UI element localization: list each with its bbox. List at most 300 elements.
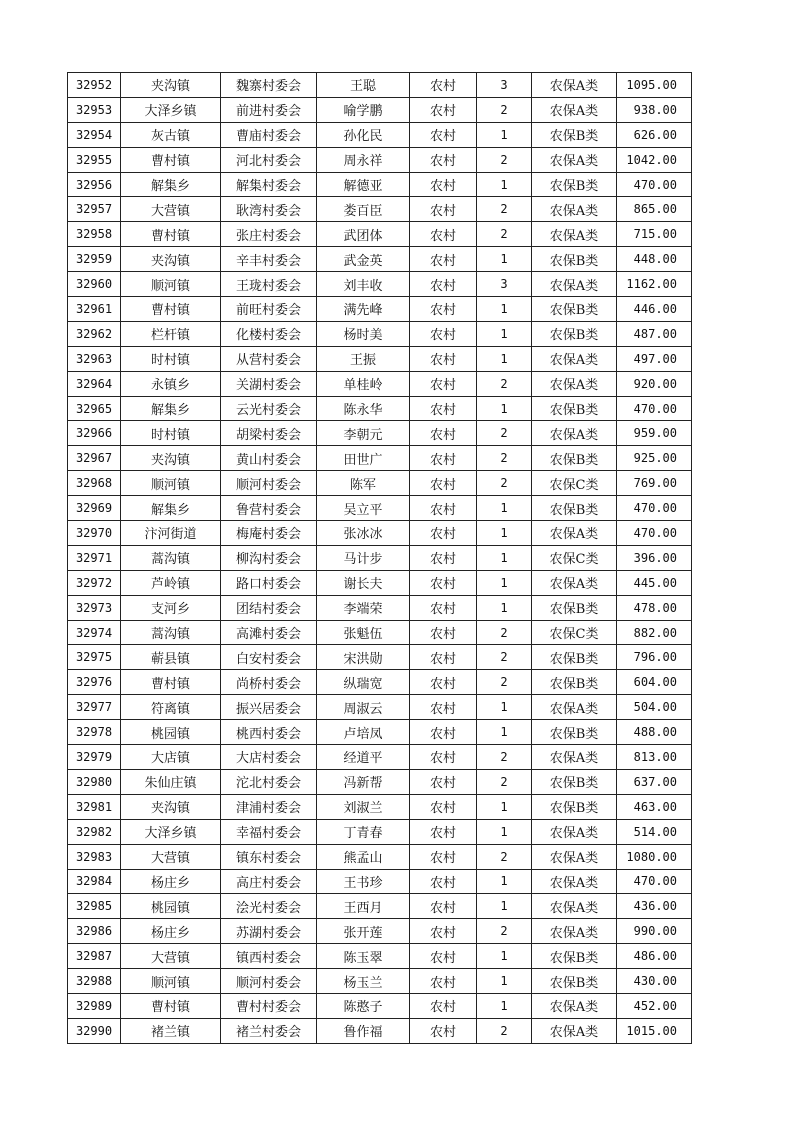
household-count-cell: 3 (477, 272, 532, 297)
town-cell: 夹沟镇 (121, 794, 221, 819)
area-type-cell: 农村 (410, 969, 477, 994)
record-id-cell: 32981 (68, 794, 121, 819)
committee-cell: 黄山村委会 (221, 446, 317, 471)
insurance-class-cell: 农保A类 (532, 869, 617, 894)
town-cell: 栏杆镇 (121, 321, 221, 346)
committee-cell: 路口村委会 (221, 570, 317, 595)
town-cell: 曹村镇 (121, 297, 221, 322)
town-cell: 蒿沟镇 (121, 620, 221, 645)
person-name-cell: 李朝元 (317, 421, 410, 446)
table-row (68, 645, 692, 670)
table-row (68, 545, 692, 570)
record-id-cell: 32986 (68, 919, 121, 944)
town-cell: 永镇乡 (121, 371, 221, 396)
town-cell: 解集乡 (121, 496, 221, 521)
household-count-cell: 2 (477, 222, 532, 247)
household-count-cell: 2 (477, 371, 532, 396)
table-row (68, 969, 692, 994)
table-row (68, 197, 692, 222)
area-type-cell: 农村 (410, 122, 477, 147)
household-count-cell: 1 (477, 346, 532, 371)
record-id-cell: 32960 (68, 272, 121, 297)
record-id-cell: 32988 (68, 969, 121, 994)
insurance-class-cell: 农保B类 (532, 297, 617, 322)
town-cell: 解集乡 (121, 172, 221, 197)
committee-cell: 津浦村委会 (221, 794, 317, 819)
table-row (68, 819, 692, 844)
table-row (68, 769, 692, 794)
insurance-class-cell: 农保A类 (532, 222, 617, 247)
insurance-class-cell: 农保A类 (532, 993, 617, 1018)
committee-cell: 化楼村委会 (221, 321, 317, 346)
household-count-cell: 1 (477, 869, 532, 894)
insurance-class-cell: 农保A类 (532, 894, 617, 919)
committee-cell: 浍光村委会 (221, 894, 317, 919)
record-id-cell: 32987 (68, 944, 121, 969)
insurance-class-cell: 农保B类 (532, 496, 617, 521)
record-id-cell: 32968 (68, 471, 121, 496)
town-cell: 大店镇 (121, 745, 221, 770)
record-id-cell: 32983 (68, 844, 121, 869)
town-cell: 曹村镇 (121, 222, 221, 247)
area-type-cell: 农村 (410, 197, 477, 222)
table-row (68, 844, 692, 869)
committee-cell: 尚桥村委会 (221, 670, 317, 695)
household-count-cell: 1 (477, 794, 532, 819)
area-type-cell: 农村 (410, 421, 477, 446)
amount-cell: 486.00 (617, 944, 692, 969)
record-id-cell: 32971 (68, 545, 121, 570)
insurance-class-cell: 农保C类 (532, 620, 617, 645)
committee-cell: 苏湖村委会 (221, 919, 317, 944)
record-id-cell: 32962 (68, 321, 121, 346)
table-row (68, 122, 692, 147)
person-name-cell: 王书珍 (317, 869, 410, 894)
committee-cell: 魏寨村委会 (221, 73, 317, 98)
person-name-cell: 宋洪勋 (317, 645, 410, 670)
insurance-class-cell: 农保B类 (532, 122, 617, 147)
committee-cell: 张庄村委会 (221, 222, 317, 247)
record-id-cell: 32955 (68, 147, 121, 172)
record-id-cell: 32974 (68, 620, 121, 645)
insurance-class-cell: 农保B类 (532, 321, 617, 346)
person-name-cell: 武金英 (317, 247, 410, 272)
committee-cell: 桃西村委会 (221, 720, 317, 745)
record-id-cell: 32976 (68, 670, 121, 695)
committee-cell: 王珑村委会 (221, 272, 317, 297)
town-cell: 曹村镇 (121, 993, 221, 1018)
relief-roster-table (67, 72, 692, 1044)
amount-cell: 452.00 (617, 993, 692, 1018)
household-count-cell: 1 (477, 695, 532, 720)
area-type-cell: 农村 (410, 147, 477, 172)
record-id-cell: 32982 (68, 819, 121, 844)
town-cell: 顺河镇 (121, 969, 221, 994)
amount-cell: 396.00 (617, 545, 692, 570)
table-row (68, 97, 692, 122)
table-row (68, 521, 692, 546)
household-count-cell: 2 (477, 745, 532, 770)
household-count-cell: 1 (477, 396, 532, 421)
amount-cell: 1042.00 (617, 147, 692, 172)
amount-cell: 470.00 (617, 869, 692, 894)
town-cell: 时村镇 (121, 421, 221, 446)
amount-cell: 488.00 (617, 720, 692, 745)
area-type-cell: 农村 (410, 297, 477, 322)
person-name-cell: 冯新帮 (317, 769, 410, 794)
person-name-cell: 丁青春 (317, 819, 410, 844)
committee-cell: 梅庵村委会 (221, 521, 317, 546)
record-id-cell: 32966 (68, 421, 121, 446)
amount-cell: 470.00 (617, 172, 692, 197)
table-row (68, 670, 692, 695)
person-name-cell: 卢培凤 (317, 720, 410, 745)
person-name-cell: 武团体 (317, 222, 410, 247)
area-type-cell: 农村 (410, 371, 477, 396)
area-type-cell: 农村 (410, 620, 477, 645)
area-type-cell: 农村 (410, 321, 477, 346)
person-name-cell: 娄百臣 (317, 197, 410, 222)
record-id-cell: 32958 (68, 222, 121, 247)
person-name-cell: 刘淑兰 (317, 794, 410, 819)
insurance-class-cell: 农保A类 (532, 73, 617, 98)
insurance-class-cell: 农保A类 (532, 570, 617, 595)
amount-cell: 1162.00 (617, 272, 692, 297)
town-cell: 汴河街道 (121, 521, 221, 546)
insurance-class-cell: 农保A类 (532, 346, 617, 371)
insurance-class-cell: 农保A类 (532, 819, 617, 844)
amount-cell: 920.00 (617, 371, 692, 396)
area-type-cell: 农村 (410, 720, 477, 745)
committee-cell: 前旺村委会 (221, 297, 317, 322)
amount-cell: 715.00 (617, 222, 692, 247)
table-row (68, 222, 692, 247)
town-cell: 蒿沟镇 (121, 545, 221, 570)
committee-cell: 沱北村委会 (221, 769, 317, 794)
amount-cell: 882.00 (617, 620, 692, 645)
area-type-cell: 农村 (410, 769, 477, 794)
amount-cell: 470.00 (617, 496, 692, 521)
area-type-cell: 农村 (410, 471, 477, 496)
area-type-cell: 农村 (410, 446, 477, 471)
table-row (68, 147, 692, 172)
household-count-cell: 2 (477, 769, 532, 794)
person-name-cell: 喻学鹏 (317, 97, 410, 122)
table-row (68, 944, 692, 969)
amount-cell: 1080.00 (617, 844, 692, 869)
amount-cell: 497.00 (617, 346, 692, 371)
insurance-class-cell: 农保B类 (532, 172, 617, 197)
committee-cell: 顺河村委会 (221, 471, 317, 496)
person-name-cell: 杨玉兰 (317, 969, 410, 994)
record-id-cell: 32970 (68, 521, 121, 546)
insurance-class-cell: 农保A类 (532, 421, 617, 446)
table-row (68, 620, 692, 645)
insurance-class-cell: 农保A类 (532, 272, 617, 297)
insurance-class-cell: 农保B类 (532, 944, 617, 969)
town-cell: 桃园镇 (121, 894, 221, 919)
household-count-cell: 2 (477, 1018, 532, 1043)
amount-cell: 637.00 (617, 769, 692, 794)
town-cell: 解集乡 (121, 396, 221, 421)
person-name-cell: 李端荣 (317, 595, 410, 620)
amount-cell: 925.00 (617, 446, 692, 471)
insurance-class-cell: 农保B类 (532, 969, 617, 994)
household-count-cell: 1 (477, 545, 532, 570)
insurance-class-cell: 农保A类 (532, 919, 617, 944)
committee-cell: 高滩村委会 (221, 620, 317, 645)
committee-cell: 辛丰村委会 (221, 247, 317, 272)
household-count-cell: 1 (477, 172, 532, 197)
household-count-cell: 1 (477, 521, 532, 546)
town-cell: 曹村镇 (121, 147, 221, 172)
household-count-cell: 1 (477, 993, 532, 1018)
person-name-cell: 王聪 (317, 73, 410, 98)
town-cell: 大营镇 (121, 197, 221, 222)
table-row (68, 346, 692, 371)
household-count-cell: 1 (477, 570, 532, 595)
record-id-cell: 32957 (68, 197, 121, 222)
table-row (68, 1018, 692, 1043)
town-cell: 符离镇 (121, 695, 221, 720)
committee-cell: 顺河村委会 (221, 969, 317, 994)
town-cell: 褚兰镇 (121, 1018, 221, 1043)
committee-cell: 解集村委会 (221, 172, 317, 197)
record-id-cell: 32973 (68, 595, 121, 620)
record-id-cell: 32953 (68, 97, 121, 122)
committee-cell: 前进村委会 (221, 97, 317, 122)
household-count-cell: 1 (477, 247, 532, 272)
town-cell: 芦岭镇 (121, 570, 221, 595)
amount-cell: 463.00 (617, 794, 692, 819)
amount-cell: 430.00 (617, 969, 692, 994)
person-name-cell: 田世广 (317, 446, 410, 471)
household-count-cell: 2 (477, 844, 532, 869)
household-count-cell: 1 (477, 122, 532, 147)
amount-cell: 436.00 (617, 894, 692, 919)
area-type-cell: 农村 (410, 172, 477, 197)
committee-cell: 耿湾村委会 (221, 197, 317, 222)
committee-cell: 高庄村委会 (221, 869, 317, 894)
town-cell: 夹沟镇 (121, 73, 221, 98)
person-name-cell: 陈永华 (317, 396, 410, 421)
insurance-class-cell: 农保B类 (532, 720, 617, 745)
town-cell: 曹村镇 (121, 670, 221, 695)
area-type-cell: 农村 (410, 570, 477, 595)
record-id-cell: 32975 (68, 645, 121, 670)
amount-cell: 604.00 (617, 670, 692, 695)
table-row (68, 720, 692, 745)
committee-cell: 从营村委会 (221, 346, 317, 371)
table-row (68, 570, 692, 595)
amount-cell: 865.00 (617, 197, 692, 222)
amount-cell: 478.00 (617, 595, 692, 620)
person-name-cell: 陈军 (317, 471, 410, 496)
person-name-cell: 吴立平 (317, 496, 410, 521)
amount-cell: 514.00 (617, 819, 692, 844)
insurance-class-cell: 农保B类 (532, 446, 617, 471)
person-name-cell: 解德亚 (317, 172, 410, 197)
record-id-cell: 32979 (68, 745, 121, 770)
person-name-cell: 王西月 (317, 894, 410, 919)
amount-cell: 959.00 (617, 421, 692, 446)
committee-cell: 褚兰村委会 (221, 1018, 317, 1043)
household-count-cell: 2 (477, 670, 532, 695)
person-name-cell: 马计步 (317, 545, 410, 570)
town-cell: 大营镇 (121, 944, 221, 969)
person-name-cell: 经道平 (317, 745, 410, 770)
record-id-cell: 32984 (68, 869, 121, 894)
town-cell: 大营镇 (121, 844, 221, 869)
town-cell: 大泽乡镇 (121, 97, 221, 122)
table-row (68, 172, 692, 197)
insurance-class-cell: 农保A类 (532, 197, 617, 222)
household-count-cell: 2 (477, 620, 532, 645)
household-count-cell: 2 (477, 97, 532, 122)
committee-cell: 镇东村委会 (221, 844, 317, 869)
town-cell: 杨庄乡 (121, 919, 221, 944)
record-id-cell: 32980 (68, 769, 121, 794)
record-id-cell: 32965 (68, 396, 121, 421)
record-id-cell: 32978 (68, 720, 121, 745)
table-row (68, 73, 692, 98)
area-type-cell: 农村 (410, 346, 477, 371)
amount-cell: 1095.00 (617, 73, 692, 98)
area-type-cell: 农村 (410, 73, 477, 98)
town-cell: 杨庄乡 (121, 869, 221, 894)
area-type-cell: 农村 (410, 545, 477, 570)
committee-cell: 鲁营村委会 (221, 496, 317, 521)
amount-cell: 470.00 (617, 521, 692, 546)
town-cell: 夹沟镇 (121, 247, 221, 272)
committee-cell: 柳沟村委会 (221, 545, 317, 570)
committee-cell: 云光村委会 (221, 396, 317, 421)
insurance-class-cell: 农保C类 (532, 471, 617, 496)
amount-cell: 470.00 (617, 396, 692, 421)
household-count-cell: 2 (477, 147, 532, 172)
amount-cell: 796.00 (617, 645, 692, 670)
town-cell: 支河乡 (121, 595, 221, 620)
area-type-cell: 农村 (410, 819, 477, 844)
record-id-cell: 32990 (68, 1018, 121, 1043)
table-row (68, 695, 692, 720)
household-count-cell: 2 (477, 197, 532, 222)
amount-cell: 626.00 (617, 122, 692, 147)
area-type-cell: 农村 (410, 944, 477, 969)
town-cell: 顺河镇 (121, 471, 221, 496)
area-type-cell: 农村 (410, 521, 477, 546)
household-count-cell: 1 (477, 720, 532, 745)
table-row (68, 247, 692, 272)
amount-cell: 938.00 (617, 97, 692, 122)
insurance-class-cell: 农保B类 (532, 595, 617, 620)
insurance-class-cell: 农保B类 (532, 794, 617, 819)
amount-cell: 990.00 (617, 919, 692, 944)
person-name-cell: 王振 (317, 346, 410, 371)
committee-cell: 胡梁村委会 (221, 421, 317, 446)
record-id-cell: 32956 (68, 172, 121, 197)
person-name-cell: 纵瑞宽 (317, 670, 410, 695)
person-name-cell: 周永祥 (317, 147, 410, 172)
person-name-cell: 谢长夫 (317, 570, 410, 595)
area-type-cell: 农村 (410, 794, 477, 819)
person-name-cell: 熊孟山 (317, 844, 410, 869)
committee-cell: 关湖村委会 (221, 371, 317, 396)
household-count-cell: 1 (477, 595, 532, 620)
amount-cell: 448.00 (617, 247, 692, 272)
insurance-class-cell: 农保B类 (532, 670, 617, 695)
record-id-cell: 32972 (68, 570, 121, 595)
area-type-cell: 农村 (410, 844, 477, 869)
person-name-cell: 陈憨子 (317, 993, 410, 1018)
record-id-cell: 32989 (68, 993, 121, 1018)
insurance-class-cell: 农保A类 (532, 745, 617, 770)
table-row (68, 371, 692, 396)
table-row (68, 396, 692, 421)
household-count-cell: 1 (477, 894, 532, 919)
committee-cell: 团结村委会 (221, 595, 317, 620)
table-row (68, 794, 692, 819)
person-name-cell: 陈玉翠 (317, 944, 410, 969)
committee-cell: 曹村村委会 (221, 993, 317, 1018)
table-row (68, 321, 692, 346)
record-id-cell: 32964 (68, 371, 121, 396)
amount-cell: 504.00 (617, 695, 692, 720)
table-row (68, 745, 692, 770)
household-count-cell: 2 (477, 421, 532, 446)
record-id-cell: 32985 (68, 894, 121, 919)
town-cell: 蕲县镇 (121, 645, 221, 670)
insurance-class-cell: 农保B类 (532, 396, 617, 421)
record-id-cell: 32963 (68, 346, 121, 371)
record-id-cell: 32967 (68, 446, 121, 471)
table-row (68, 471, 692, 496)
household-count-cell: 1 (477, 321, 532, 346)
area-type-cell: 农村 (410, 670, 477, 695)
household-count-cell: 1 (477, 969, 532, 994)
area-type-cell: 农村 (410, 1018, 477, 1043)
committee-cell: 振兴居委会 (221, 695, 317, 720)
household-count-cell: 1 (477, 819, 532, 844)
record-id-cell: 32954 (68, 122, 121, 147)
table-row (68, 595, 692, 620)
area-type-cell: 农村 (410, 993, 477, 1018)
table-row (68, 421, 692, 446)
area-type-cell: 农村 (410, 222, 477, 247)
area-type-cell: 农村 (410, 745, 477, 770)
town-cell: 大泽乡镇 (121, 819, 221, 844)
person-name-cell: 张魁伍 (317, 620, 410, 645)
town-cell: 灰古镇 (121, 122, 221, 147)
insurance-class-cell: 农保A类 (532, 97, 617, 122)
table-row (68, 869, 692, 894)
area-type-cell: 农村 (410, 894, 477, 919)
household-count-cell: 1 (477, 944, 532, 969)
amount-cell: 446.00 (617, 297, 692, 322)
household-count-cell: 3 (477, 73, 532, 98)
town-cell: 时村镇 (121, 346, 221, 371)
committee-cell: 大店村委会 (221, 745, 317, 770)
amount-cell: 445.00 (617, 570, 692, 595)
table-row (68, 297, 692, 322)
committee-cell: 幸福村委会 (221, 819, 317, 844)
insurance-class-cell: 农保A类 (532, 844, 617, 869)
person-name-cell: 孙化民 (317, 122, 410, 147)
town-cell: 夹沟镇 (121, 446, 221, 471)
committee-cell: 河北村委会 (221, 147, 317, 172)
person-name-cell: 周淑云 (317, 695, 410, 720)
table-row (68, 272, 692, 297)
